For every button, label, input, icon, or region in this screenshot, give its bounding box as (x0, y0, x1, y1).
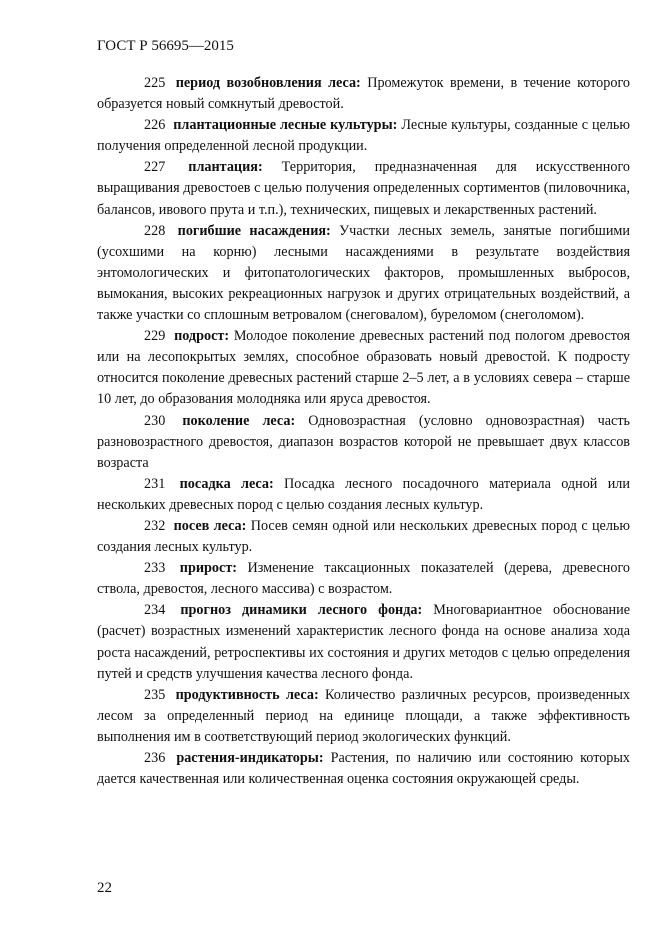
definition-entry (97, 411, 630, 474)
entry-number: 226 (144, 117, 166, 134)
page-header-standard: ГОСТ Р 56695—2015 (97, 38, 234, 54)
entry-definition: Одновозрастная (условно одновозрастная) часть разновозрастного древостоя, диапазон возрастов которой не превышает двух классов возраста (97, 412, 630, 471)
definition-entry (97, 73, 630, 115)
entry-definition: Лесные культуры, созданные с целью получения определенной лесной продукции. (97, 117, 630, 155)
entry-number: 233 (144, 560, 166, 577)
definition-entry (97, 115, 630, 157)
entry-number: 225 (144, 75, 166, 91)
entry-term: поколение леса: (182, 412, 296, 429)
entry-number: 235 (144, 686, 166, 703)
entry-number: 230 (144, 412, 166, 429)
entry-definition: Молодое поколение древесных растений под пологом древостоя или на лесопокрытых землях, способное образовать новый древостой. К подросту относится поколение древесных растений старше 2–5 лет, а в условиях севера – старше 10 лет, до образования молодняка или яруса древостоя. (97, 328, 630, 408)
entry-term: плантация: (188, 159, 263, 176)
entry-definition: Изменение таксационных показателей (дерева, древесного ствола, древостоя, лесного массива) с возрастом. (97, 560, 631, 598)
entry-number: 231 (144, 475, 166, 492)
entry-definition: Посев семян одной или нескольких древесных пород с целью создания лесных культур. (97, 517, 631, 556)
definition-entry (97, 558, 630, 600)
definition-entry (97, 516, 630, 558)
entry-number: 227 (144, 159, 166, 176)
entry-definition: Растения, по наличию или состоянию которых дается качественная или количественная оценка состояния окружающей среды. (97, 750, 631, 788)
entry-term: прирост: (179, 560, 238, 577)
definition-entry (97, 157, 630, 220)
entry-term: погибшие насаждения: (177, 222, 331, 239)
entry-definition: Промежуток времени, в течение которого образуется новый сомкнутый древостой. (97, 75, 631, 113)
definition-entry (97, 600, 630, 684)
entry-term: подрост: (174, 328, 230, 345)
definition-entry (97, 326, 630, 410)
page-number: 22 (97, 880, 112, 896)
entry-term: период возобновления леса: (175, 75, 361, 91)
entry-definition: Участки лесных земель, занятые погибшими (усохшими на корню) лесными насаждениями в результате воздействия энтомологических и фитопатологических факторов, промышленных выбросов, вымокания, высоких рекреационных нагрузок и других отрицательных воздействий, а также участки со сплошным ветровалом (снеговалом), буреломом (снеголомом). (97, 222, 631, 324)
entry-number: 234 (144, 602, 166, 619)
entry-term: прогноз динамики лесного фонда: (180, 602, 423, 619)
definition-entry (97, 748, 630, 790)
entry-number: 228 (144, 222, 166, 239)
entry-term: продуктивность леса: (175, 686, 319, 703)
definition-entry (97, 221, 630, 326)
entry-term: плантационные лесные культуры: (173, 117, 398, 134)
entry-number: 232 (144, 517, 166, 534)
entry-definition: Количество различных ресурсов, произведенных лесом за определенный период на единице площади, а также эффективность выполнения им в соответствующий период экологических функций. (97, 686, 631, 745)
definition-entry (97, 474, 630, 516)
entry-term: растения-индикаторы: (176, 750, 324, 766)
definition-entry (97, 685, 630, 748)
entry-term: посадка леса: (179, 475, 274, 492)
entry-definition: Территория, предназначенная для искусственного выращивания древостоев с целью получения определенных сортиментов (пиловочника, балансов, ивового прута и т.п.), технических, пищевых и лекарственных растений. (97, 159, 631, 218)
entry-definition: Посадка лесного посадочного материала одной или нескольких древесных пород с целью создания лесных культур. (97, 475, 630, 513)
entry-number: 229 (144, 328, 166, 345)
entry-term: посев леса: (173, 517, 247, 534)
entry-number: 236 (144, 750, 166, 766)
definitions-list (97, 73, 630, 790)
entry-definition: Многовариантное обоснование (расчет) возрастных изменений характеристик лесного фонда на основе анализа хода роста насаждений, ретроспективы их состояния и других методов с целью определения путей и средств улучшения качества лесного фонда. (97, 602, 631, 682)
